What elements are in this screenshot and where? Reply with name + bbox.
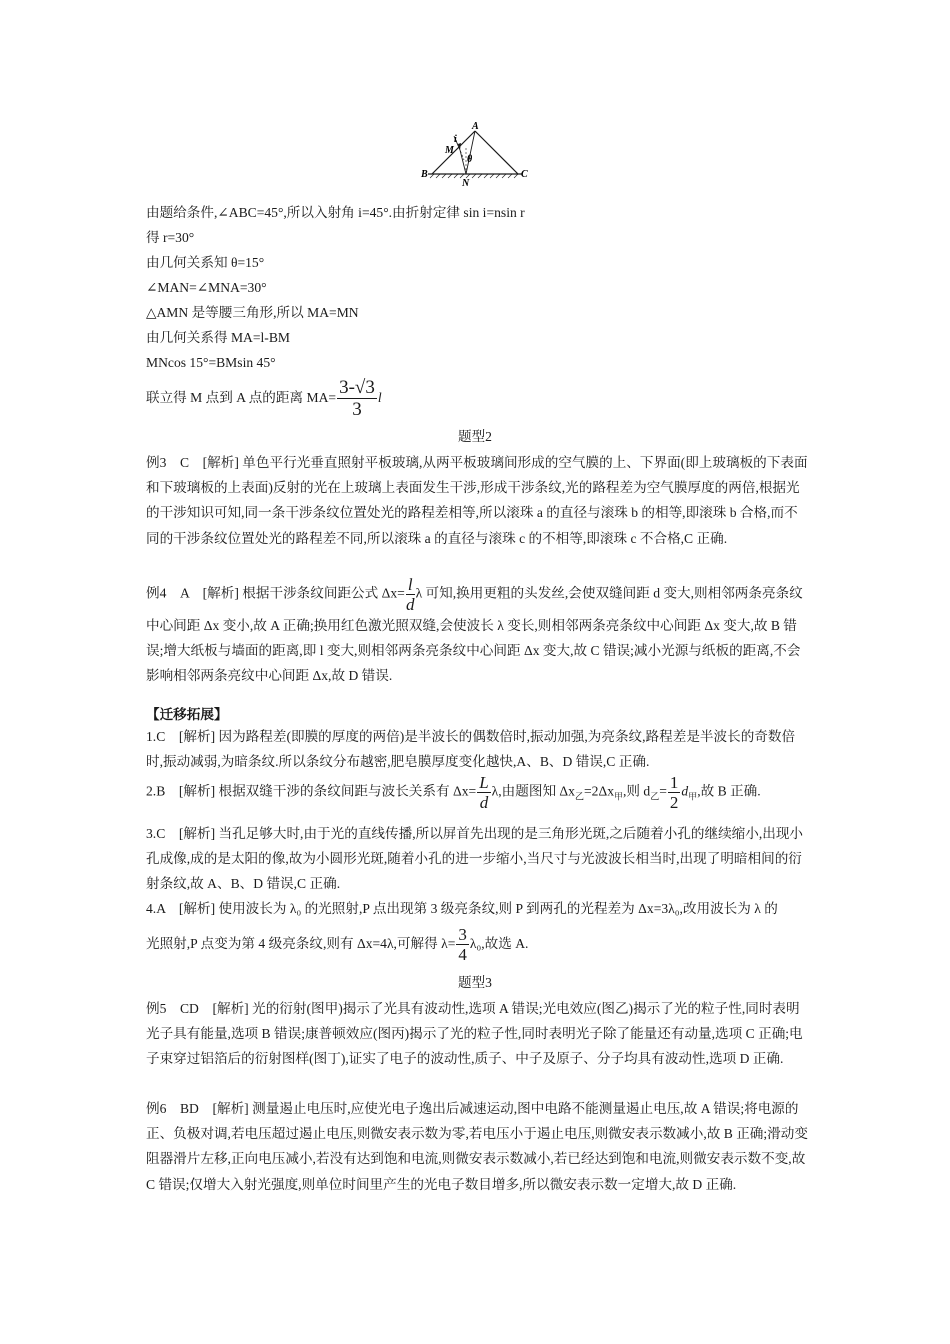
- transfer-1-text: 1.C [解析] 因为路程差(即膜的厚度的两倍)是半波长的偶数倍时,振动加强,为亮条纹,路程差是半波长的奇数倍时,振动减弱,为暗条纹.所以条纹分布越密,肥皂膜厚度变化越快,A、B、D 错误,C 正确.: [146, 729, 796, 770]
- example-4: [146, 576, 810, 689]
- conclusion-numerator: 3-√3: [339, 377, 375, 399]
- t2-mid1: λ,由题图知 Δx: [491, 783, 575, 799]
- section-title-2: 题型2: [458, 429, 492, 444]
- example-4-frac-den: d: [405, 595, 415, 614]
- label-m: M: [445, 145, 454, 156]
- t2-f2-den: 2: [669, 793, 679, 812]
- base-hatching: [430, 174, 518, 178]
- section-title-3: 题型3: [458, 975, 492, 990]
- refracted-ray: [460, 150, 466, 174]
- t2-prefix: 2.B [解析] 根据双缝干涉的条纹间距与波长关系有 Δx=: [146, 783, 477, 799]
- t2-mid3: ,则 d: [623, 783, 651, 799]
- derivation-line-5: △AMN 是等腰三角形,所以 MA=MN: [146, 305, 359, 320]
- example-6: [146, 1096, 810, 1197]
- derivation-line-3: 由几何关系知 θ=15°: [146, 255, 265, 270]
- example-4-fraction: [406, 576, 415, 613]
- label-theta: θ: [467, 154, 473, 165]
- derivation-line-1: 由题给条件,∠ABC=45°,所以入射角 i=45°.由折射定律 sin i=nsin r: [146, 205, 525, 220]
- transfer-3-text: 3.C [解析] 当孔足够大时,由于光的直线传播,所以屏首先出现的是三角形光斑,之后随着小孔的继续缩小,出现小孔成像,成的是太阳的像,故为小圆形光斑,随着小孔的进一步缩小,当尺寸与光波波长相当时,出现了明暗相间的衍射条纹,故 A、B、D 错误,C 正确.: [146, 826, 804, 892]
- transfer-4-line-2: [146, 922, 528, 966]
- prism-diagram: [414, 120, 534, 192]
- t4-prefix: 光照射,P 点变为第 4 级亮条纹,则有 Δx=4λ,可解得 λ=: [146, 936, 456, 951]
- t4-suffix: λ₀,故选 A.: [469, 936, 529, 951]
- conclusion-denominator: 3: [352, 399, 362, 421]
- t2-f1-num: L: [479, 773, 489, 792]
- derivation-line-6: 由几何关系得 MA=l-BM: [146, 330, 290, 345]
- t2-sub4: 甲: [688, 791, 698, 802]
- label-c: C: [521, 169, 528, 180]
- t2-sub1: 乙: [574, 791, 584, 802]
- derivation-line-4: ∠MAN=∠MNA=30°: [146, 280, 267, 295]
- example-4-rest: λ 可知,换用更粗的头发丝,会使双缝间距 d 变大,则相邻两条亮条纹中心间距 Δx 变小,故 A 正确;换用红色激光照双缝,会使波长 λ 变长,则相邻两条亮条纹中心间距 Δx 变大,故 B 错误;增大纸板与墙面的距离,即 l 变大,则相邻两条亮条纹中心间距 Δx 变大,故 C 错误;减小光源与纸板的距离,不会影响相邻两条亮纹中心间距 Δx,故 D 错误.: [146, 585, 803, 684]
- label-b: B: [421, 169, 428, 180]
- ray-an: [466, 131, 475, 174]
- conclusion-line: [146, 376, 382, 420]
- example-3: [146, 450, 810, 551]
- t2-fraction-1: [477, 774, 490, 811]
- side-ac: [475, 131, 518, 174]
- label-n: N: [462, 178, 470, 189]
- t2-sub3: 乙: [650, 791, 660, 802]
- t4-f-den: 4: [458, 945, 467, 965]
- transfer-2-text: [146, 774, 810, 811]
- transfer-1: [146, 724, 810, 774]
- example-3-text: 例3 C [解析] 单色平行光垂直照射平板玻璃,从两平板玻璃间形成的空气膜的上、下界面(即上玻璃板的下表面和下玻璃板的上表面)反射的光在上玻璃上表面发生干涉,形成干涉条纹,光的路程差为空气膜厚度的两倍,根据光的干涉知识可知,同一条干涉条纹位置处光的路程差相等,所以滚珠 a 的直径与滚珠 b 的相等,即滚珠 b 合格,而不同的干涉条纹位置处光的路程差不同,所以滚珠 a 的直径与滚珠 c 的不相等,即滚珠 c 不合格,C 正确.: [146, 455, 808, 546]
- label-i: i: [454, 134, 457, 145]
- example-4-text: [146, 576, 810, 689]
- t4-f-num: 3: [458, 925, 467, 945]
- example-4-frac-num: l: [407, 575, 413, 594]
- t2-end: ,故 B 正确.: [697, 783, 761, 799]
- t2-sub2: 甲: [614, 791, 624, 802]
- example-5-text: 例5 CD [解析] 光的衍射(图甲)揭示了光具有波动性,选项 A 错误;光电效应(图乙)揭示了光的粒子性,同时表明光子具有能量,选项 B 错误;康普顿效应(图丙)揭示了光的粒子性,同时表明光子除了能量还有动量,选项 C 正确;电子束穿过铝箔后的衍射图样(图丁),证实了电子的波动性,质子、中子及原子、分子均具有波动性,选项 D 正确.: [146, 1001, 803, 1067]
- t2-fraction-2: [668, 774, 681, 811]
- derivation-line-7: MNcos 15°=BMsin 45°: [146, 355, 276, 370]
- example-6-text: 例6 BD [解析] 测量遏止电压时,应使光电子逸出后减速运动,图中电路不能测量遏止电压,故 A 错误;将电源的正、负极对调,若电压超过遏止电压,则微安表示数为零,若电压小于遏止电压,则微安表示数减小,故 B 正确;滑动变阻器滑片左移,正向电压减小,若没有达到饱和电流,则微安表示数减小,若已经达到饱和电流,则微安表示数不变,故 C 错误;仅增大入射光强度,则单位时间里产生的光电子数目增多,所以微安表示数一定增大,故 D 正确.: [146, 1101, 808, 1192]
- t2-mid5: d: [681, 783, 689, 799]
- label-a: A: [472, 121, 479, 132]
- t2-f1-den: d: [479, 793, 489, 812]
- transfer-3: [146, 821, 810, 897]
- example-4-prefix: 例4 A [解析] 根据干涉条纹间距公式 Δx=: [146, 585, 405, 601]
- transfer-2: [146, 774, 810, 811]
- transfer-title: 【迁移拓展】: [146, 707, 228, 722]
- transfer-4-line-1: 4.A [解析] 使用波长为 λ₀ 的光照射,P 点出现第 3 级亮条纹,则 P 到两孔的光程差为 Δx=3λ₀,改用波长为 λ 的: [146, 901, 778, 916]
- conclusion-suffix: l: [377, 390, 382, 405]
- t2-mid2: =2Δx: [584, 783, 615, 799]
- t2-mid4: =: [659, 783, 667, 799]
- conclusion-prefix: 联立得 M 点到 A 点的距离 MA=: [146, 390, 337, 405]
- t2-f2-num: 1: [669, 773, 679, 792]
- example-5: [146, 996, 810, 1072]
- t4-fraction: [456, 926, 469, 963]
- derivation-line-2: 得 r=30°: [146, 230, 195, 245]
- conclusion-fraction: [337, 378, 377, 419]
